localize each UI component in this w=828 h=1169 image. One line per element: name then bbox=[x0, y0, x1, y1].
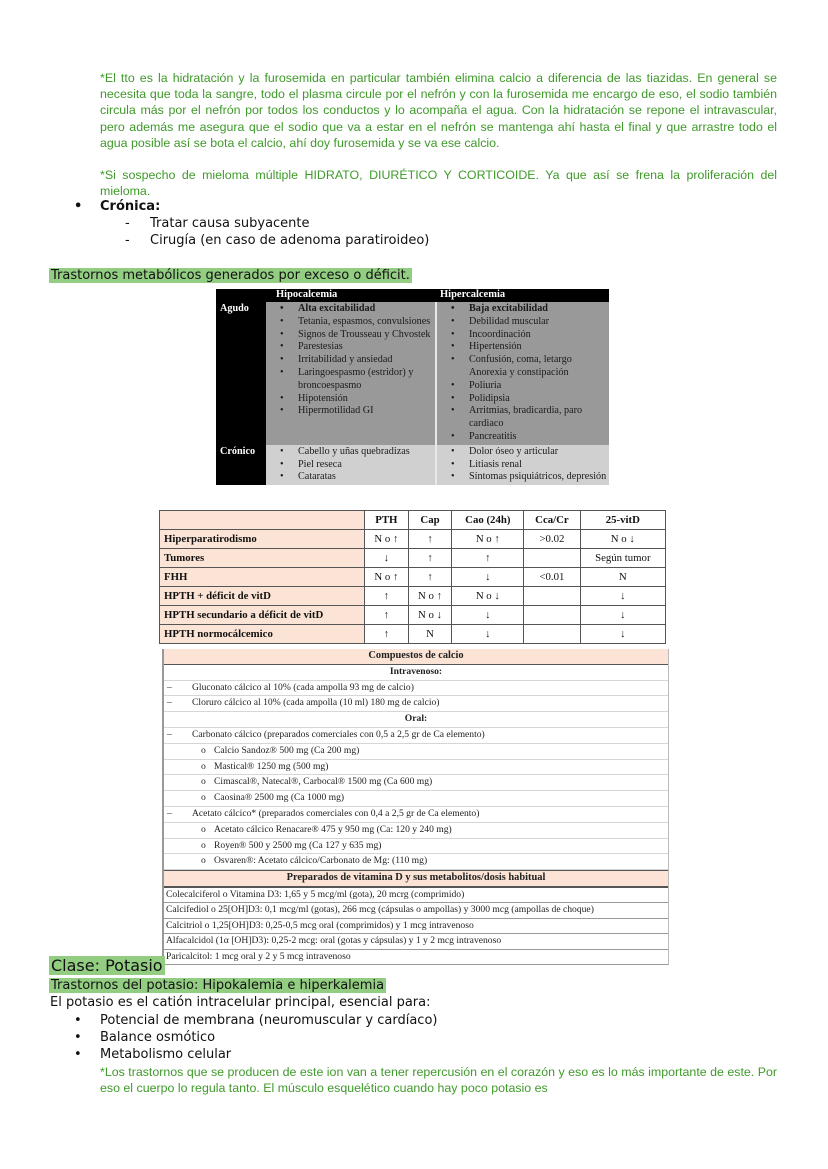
list-item: • Polidipsia bbox=[469, 393, 607, 406]
chronic-item bbox=[125, 216, 310, 231]
table-row bbox=[160, 530, 666, 549]
cell: N o ↑ bbox=[365, 568, 409, 587]
list-item: • Irritabilidad y ansiedad bbox=[298, 354, 433, 367]
cell bbox=[524, 606, 580, 625]
item-text: Calcio Sandoz® 500 mg (Ca 200 mg) bbox=[214, 744, 360, 756]
cell: ↑ bbox=[365, 625, 409, 644]
potasio-item-text: Potencial de membrana (neuromuscular y cardíaco) bbox=[100, 1013, 438, 1028]
list-item: • Pancreatitis bbox=[469, 431, 607, 444]
cell: N bbox=[580, 568, 665, 587]
cell: ↓ bbox=[365, 549, 409, 568]
potasio-subtitle-text: Trastornos del potasio: Hipokalemia e hiperkalemia bbox=[51, 978, 385, 993]
circle-bullet-icon: o bbox=[201, 839, 206, 851]
list-item bbox=[164, 728, 668, 744]
list-item: • Hipermotilidad GI bbox=[298, 405, 433, 418]
table-header-row bbox=[160, 511, 666, 530]
vitd-item: Calcifediol o 25[OH]D3: 0,1 mcg/ml (gotas), 266 mcg (cápsulas o ampollas) y 3000 mcg (ampollas de choque) bbox=[164, 903, 668, 918]
column-header-hipocalcemia: Hipocalcemia bbox=[266, 289, 436, 302]
circle-bullet-icon: o bbox=[201, 792, 206, 804]
list-item: • Hipotensión bbox=[298, 393, 433, 406]
vitd-item: Calcitriol o 1,25[OH]D3: 0,25-0,5 mcg oral (comprimidos) y 1 mcg intravenoso bbox=[164, 919, 668, 934]
cell: ↓ bbox=[580, 587, 665, 606]
cell: ↑ bbox=[408, 549, 452, 568]
item-text: Caosina® 2500 mg (Ca 1000 mg) bbox=[214, 792, 345, 804]
list-item bbox=[164, 760, 668, 776]
potasio-item-text: Metabolismo celular bbox=[100, 1047, 232, 1062]
row-header: Crónico bbox=[216, 445, 266, 485]
hiper-acute-cell bbox=[436, 302, 609, 445]
column-header-hipercalcemia: Hipercalcemia bbox=[436, 289, 609, 302]
row-label: FHH bbox=[160, 568, 365, 587]
cell: ↑ bbox=[365, 606, 409, 625]
column-header: 25-vitD bbox=[580, 511, 665, 530]
cell: N o ↓ bbox=[408, 606, 452, 625]
list-item: • Tetania, espasmos, convulsiones bbox=[298, 316, 433, 329]
table-row bbox=[160, 625, 666, 644]
list-item: • Signos de Trousseau y Chvostek bbox=[298, 329, 433, 342]
cell: ↑ bbox=[452, 549, 524, 568]
potasio-item bbox=[74, 1030, 216, 1045]
dash-icon: – bbox=[167, 728, 172, 740]
potasio-note: *Los trastornos que se producen de este ion van a tener repercusión en el corazón y eso es lo más importante de este. Por eso el cuerpo lo regula tanto. El músculo esquelético cuando hay poco potasio es bbox=[100, 1065, 777, 1096]
list-item bbox=[164, 807, 668, 823]
table-row bbox=[160, 568, 666, 587]
item-text: Osvaren®: Acetato cálcico/Carbonato de Mg: (110 mg) bbox=[214, 855, 428, 867]
myeloma-note: *Si sospecho de mieloma múltiple HIDRATO, DIURÉTICO Y CORTICOIDE. Ya que así se frena la proliferación del mieloma. bbox=[100, 168, 777, 199]
list-item: • Incoordinación bbox=[469, 329, 607, 342]
circle-bullet-icon: o bbox=[201, 744, 206, 756]
class-title-text: Clase: Potasio bbox=[51, 956, 163, 975]
cell: <0.01 bbox=[524, 568, 580, 587]
dash-icon: – bbox=[167, 807, 172, 819]
circle-bullet-icon: o bbox=[201, 855, 206, 867]
list-item: • Poliuria bbox=[469, 380, 607, 393]
circle-bullet-icon: o bbox=[201, 823, 206, 835]
row-header: Agudo bbox=[216, 302, 266, 445]
calcemia-symptoms-table bbox=[216, 289, 609, 485]
table-corner bbox=[160, 511, 365, 530]
cell: N bbox=[408, 625, 452, 644]
cell bbox=[524, 587, 580, 606]
cell: ↓ bbox=[452, 568, 524, 587]
cell: ↓ bbox=[452, 625, 524, 644]
cell: ↑ bbox=[365, 587, 409, 606]
list-item bbox=[164, 775, 668, 791]
row-label: HPTH normocálcemico bbox=[160, 625, 365, 644]
list-item: • Arritmias, bradicardia, paro cardiaco bbox=[469, 405, 607, 431]
treatment-note: *El tto es la hidratación y la furosemida en particular también elimina calcio a diferencia de las tiazidas. En general se necesita que toda la sangre, todo el plasma circule por el nefrón y con la furosemida me encargo de eso, el sodio también circula más por el nefrón por todos los conductos y lo acompaña el agua. Con la hidratación se repone el intravascular, pero además me asegura que el sodio que va a estar en el nefrón se mantenga ahí hasta el final y que arrastre todo el agua posible así se bota el calcio, ahí doy furosemida y se va ese calcio. bbox=[100, 71, 777, 150]
bullet-icon: • bbox=[74, 1047, 82, 1062]
cell: Según tumor bbox=[580, 549, 665, 568]
cell: N o ↑ bbox=[408, 587, 452, 606]
item-text: Acetato cálcico* (preparados comerciales con 0,4 a 2,5 gr de Ca elemento) bbox=[192, 807, 480, 819]
calcium-compounds-table bbox=[162, 649, 669, 965]
table-row-agudo bbox=[216, 302, 609, 445]
column-header: Cao (24h) bbox=[452, 511, 524, 530]
item-text: Cimascal®, Natecal®, Carbocal® 1500 mg (Ca 600 mg) bbox=[214, 776, 433, 788]
oral-subheading: Oral: bbox=[164, 712, 668, 728]
cell: ↓ bbox=[580, 606, 665, 625]
cell: N o ↓ bbox=[580, 530, 665, 549]
item-text: Mastical® 1250 mg (500 mg) bbox=[214, 760, 329, 772]
row-label: HPTH secundario a déficit de vitD bbox=[160, 606, 365, 625]
hiper-chronic-cell bbox=[436, 445, 609, 485]
list-item: • Cabello y uñas quebradizas bbox=[298, 446, 433, 459]
potasio-subtitle bbox=[49, 978, 386, 993]
cell: ↓ bbox=[452, 606, 524, 625]
cell bbox=[524, 625, 580, 644]
section-heading-text: Trastornos metabólicos generados por exceso o déficit. bbox=[51, 268, 410, 283]
cell: N o ↑ bbox=[452, 530, 524, 549]
cell: >0.02 bbox=[524, 530, 580, 549]
potasio-item bbox=[74, 1047, 232, 1062]
list-item: • Baja excitabilidad bbox=[469, 303, 607, 316]
list-item bbox=[164, 823, 668, 839]
section-heading bbox=[49, 268, 412, 283]
list-item bbox=[164, 791, 668, 807]
column-header: Cca/Cr bbox=[524, 511, 580, 530]
list-item: • Dolor óseo y articular bbox=[469, 446, 607, 459]
item-text: Cloruro cálcico al 10% (cada ampolla (10 ml) 180 mg de calcio) bbox=[192, 697, 440, 709]
list-item: • Hipertensión bbox=[469, 341, 607, 354]
chronic-heading bbox=[74, 199, 161, 214]
vitd-item: Alfacalcidol (1α [OH]D3): 0,25-2 mcg: oral (gotas y cápsulas) y 1 y 2 mcg intravenoso bbox=[164, 934, 668, 949]
table-corner bbox=[216, 289, 266, 302]
list-item: • Parestesias bbox=[298, 341, 433, 354]
table-row bbox=[160, 587, 666, 606]
cell: N o ↓ bbox=[452, 587, 524, 606]
table-row-cronico bbox=[216, 445, 609, 485]
list-item bbox=[164, 696, 668, 712]
list-item: • Litiasis renal bbox=[469, 459, 607, 472]
potasio-item bbox=[74, 1013, 438, 1028]
list-item: • Confusión, coma, letargo Anorexia y constipación bbox=[469, 354, 607, 380]
dash-icon: – bbox=[167, 681, 172, 693]
chronic-label: Crónica: bbox=[100, 199, 161, 214]
list-item: • Cataratas bbox=[298, 471, 433, 484]
chronic-item bbox=[125, 233, 430, 248]
cell: ↓ bbox=[580, 625, 665, 644]
bullet-icon: • bbox=[74, 199, 83, 214]
dash-icon: - bbox=[125, 233, 130, 248]
item-text: Carbonato cálcico (preparados comerciales con 0,5 a 2,5 gr de Ca elemento) bbox=[192, 728, 485, 740]
chronic-item-text: Cirugía (en caso de adenoma paratiroideo) bbox=[150, 233, 430, 248]
hipo-chronic-cell bbox=[266, 445, 436, 485]
list-item bbox=[164, 854, 668, 870]
lab-values-table bbox=[159, 510, 666, 644]
cell bbox=[524, 549, 580, 568]
table-row bbox=[160, 606, 666, 625]
dash-icon: - bbox=[125, 216, 130, 231]
list-item bbox=[164, 681, 668, 697]
item-text: Gluconato cálcico al 10% (cada ampolla 93 mg de calcio) bbox=[192, 681, 414, 693]
list-item: • Alta excitabilidad bbox=[298, 303, 433, 316]
cell: N o ↑ bbox=[365, 530, 409, 549]
cell: ↑ bbox=[408, 568, 452, 587]
list-item: • Laringoespasmo (estridor) y broncoespasmo bbox=[298, 367, 433, 393]
list-item: • Síntomas psiquiátricos, depresión bbox=[469, 471, 607, 484]
hipo-acute-cell bbox=[266, 302, 436, 445]
potasio-intro: El potasio es el catión intracelular principal, esencial para: bbox=[50, 995, 431, 1010]
row-label: Tumores bbox=[160, 549, 365, 568]
row-label: Hiperparatirodismo bbox=[160, 530, 365, 549]
item-text: Acetato cálcico Renacare® 475 y 950 mg (Ca: 120 y 240 mg) bbox=[214, 823, 452, 835]
table-row bbox=[160, 549, 666, 568]
vitd-item: Colecalciferol o Vitamina D3: 1,65 y 5 mcg/ml (gota), 20 mcrg (comprimido) bbox=[164, 888, 668, 903]
item-text: Royen® 500 y 2500 mg (Ca 127 y 635 mg) bbox=[214, 839, 382, 851]
class-title bbox=[49, 956, 165, 975]
column-header: PTH bbox=[365, 511, 409, 530]
circle-bullet-icon: o bbox=[201, 776, 206, 788]
circle-bullet-icon: o bbox=[201, 760, 206, 772]
bullet-icon: • bbox=[74, 1030, 82, 1045]
list-item bbox=[164, 744, 668, 760]
dash-icon: – bbox=[167, 697, 172, 709]
list-item: • Debilidad muscular bbox=[469, 316, 607, 329]
iv-subheading: Intravenoso: bbox=[164, 665, 668, 681]
list-item bbox=[164, 839, 668, 855]
vitd-title: Preparados de vitamina D y sus metabolitos/dosis habitual bbox=[164, 870, 668, 888]
bullet-icon: • bbox=[74, 1013, 82, 1028]
row-label: HPTH + déficit de vitD bbox=[160, 587, 365, 606]
column-header: Cap bbox=[408, 511, 452, 530]
vitd-item: Paricalcitol: 1 mcg oral y 2 y 5 mcg intravenoso bbox=[164, 950, 668, 965]
cell: ↑ bbox=[408, 530, 452, 549]
chronic-item-text: Tratar causa subyacente bbox=[150, 216, 310, 231]
compounds-title: Compuestos de calcio bbox=[164, 649, 668, 665]
potasio-item-text: Balance osmótico bbox=[100, 1030, 216, 1045]
list-item: • Piel reseca bbox=[298, 459, 433, 472]
